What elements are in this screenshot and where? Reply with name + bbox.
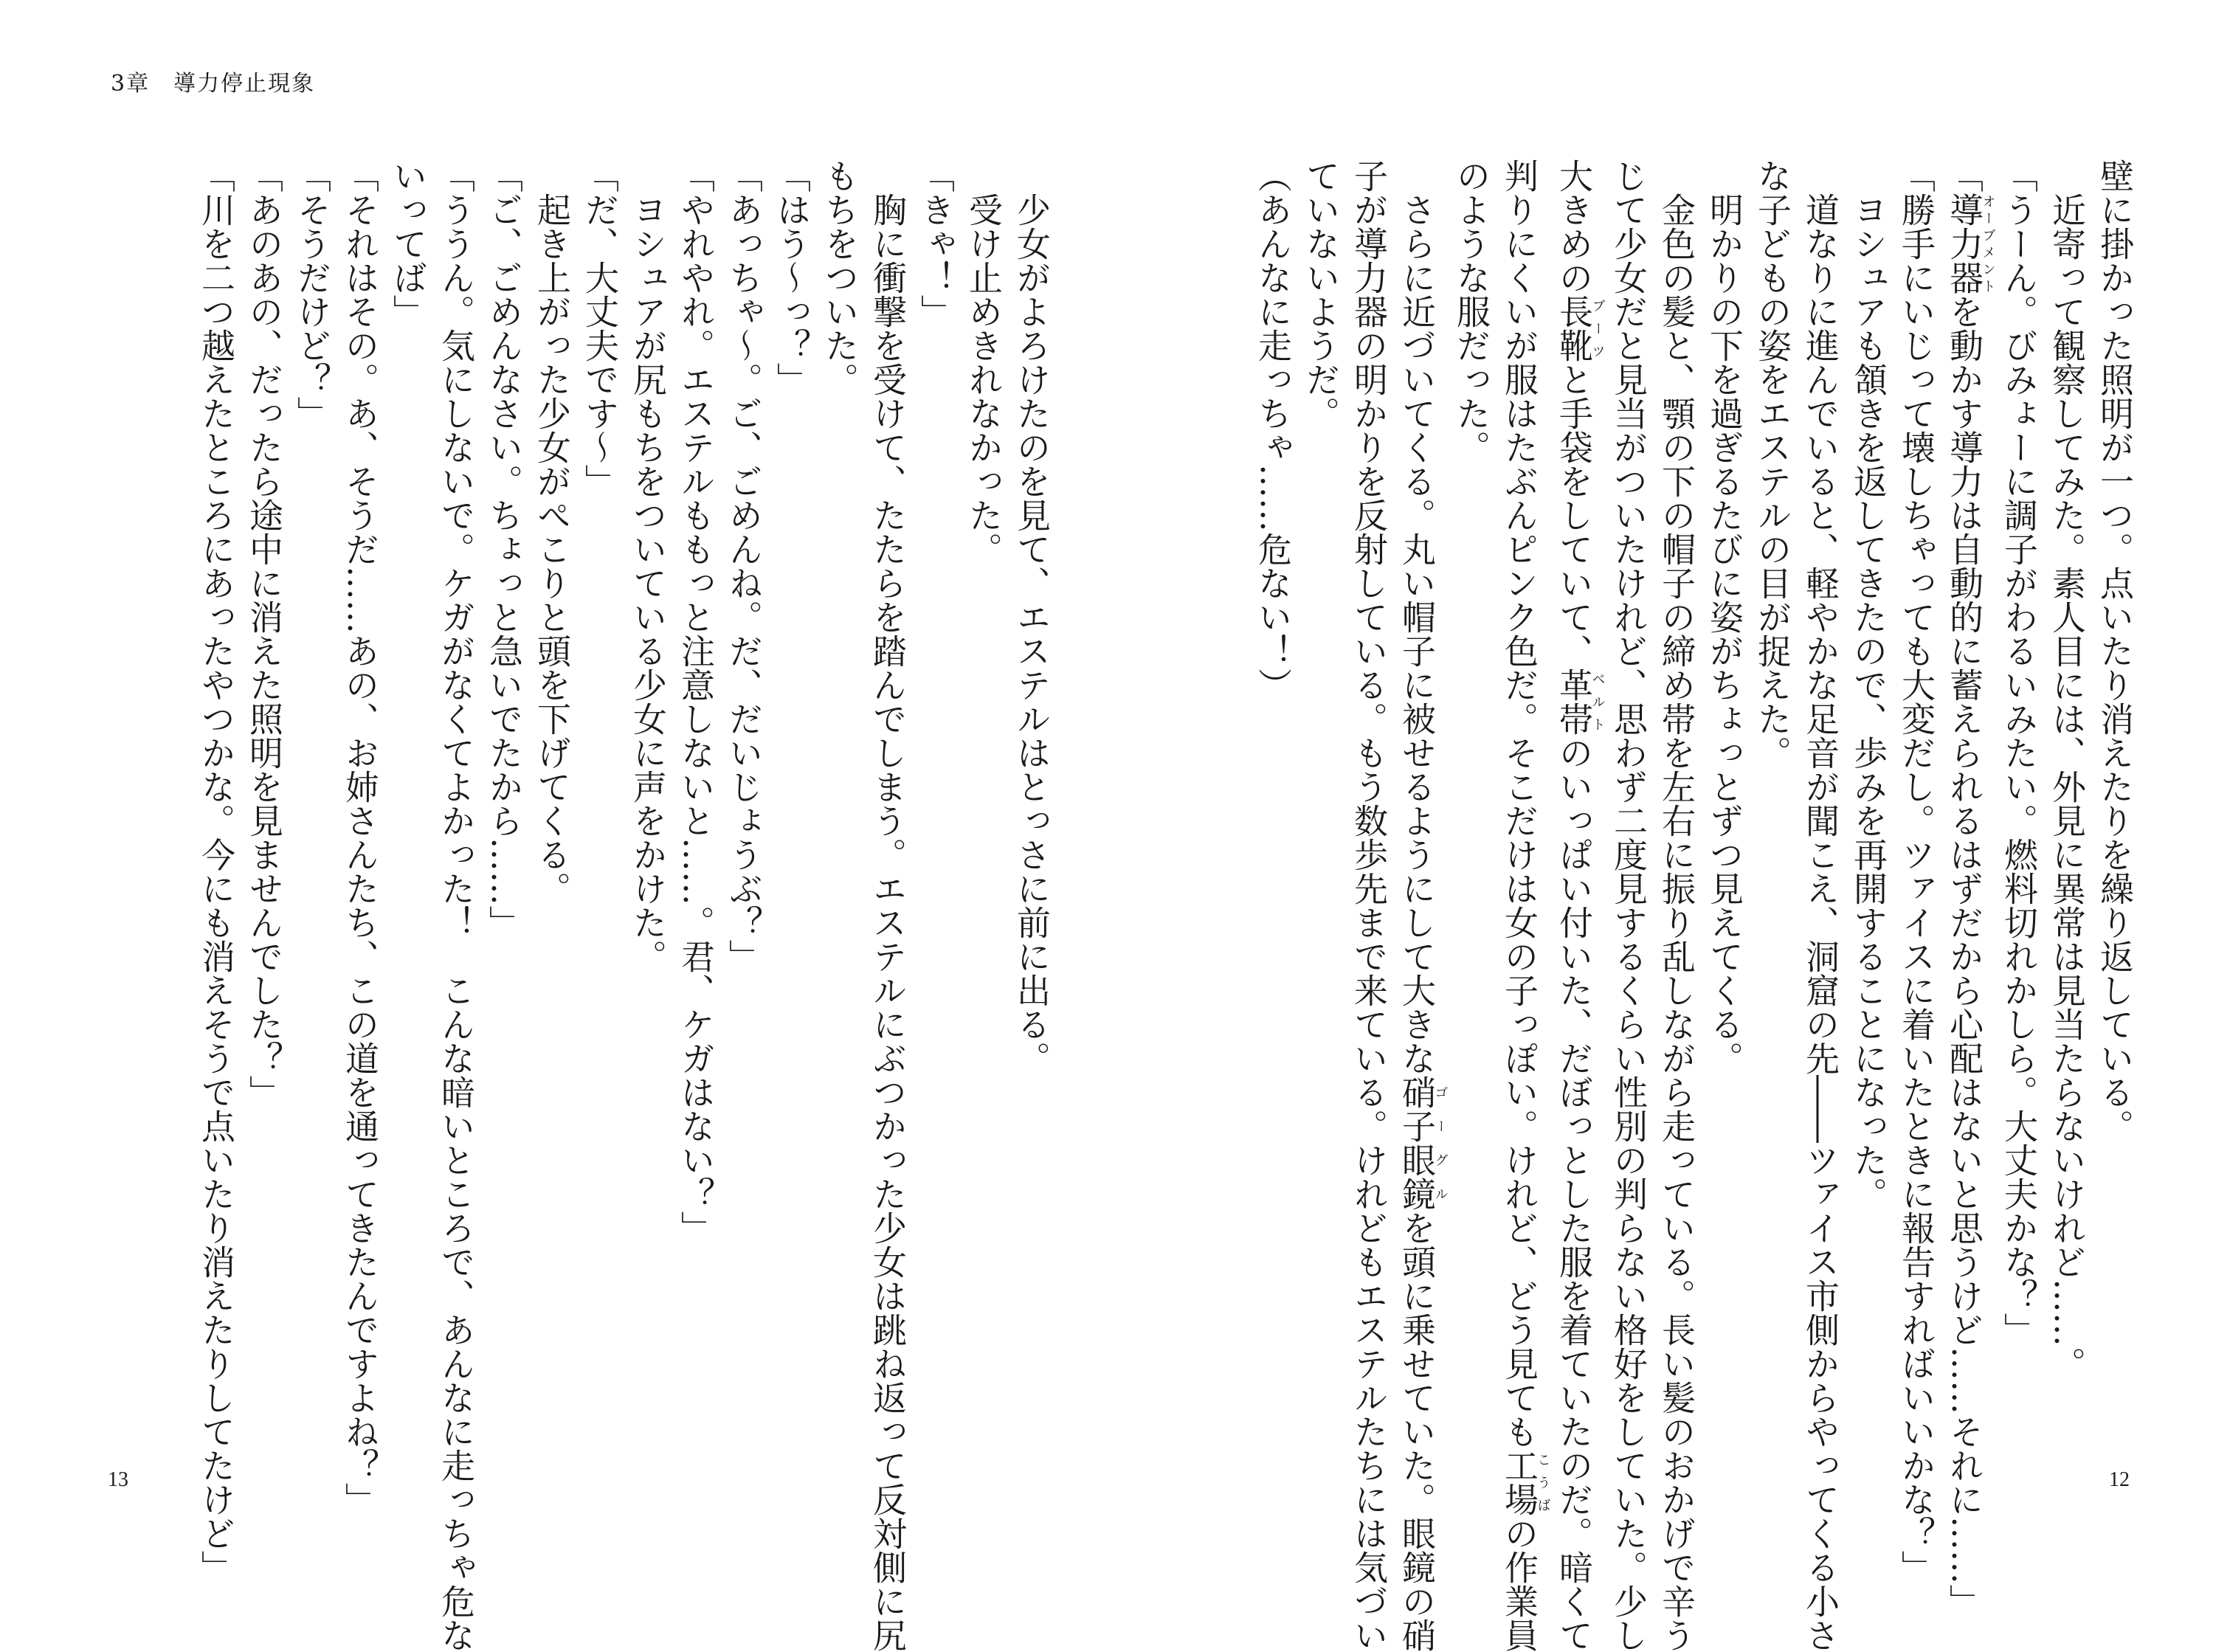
text-line: 「ううん。気にしないで。ケガがなくてよかった！ こんな暗いところで、あんなに走っちゃ危な <box>436 159 476 1652</box>
text-line: な子どもの姿をエステルの目が捉えた。 <box>1753 159 1792 770</box>
text-line-with-ruby: 「導力器オーブメントを動かす導力は自動的に蓄えられるはずだから心配はないと思うけど……それに……」 <box>1944 159 1996 1618</box>
running-head: 3章 導力停止現象 <box>111 71 316 97</box>
text-line: 「勝手にいじって壊しちゃっても大変だし。ツァイスに着いたときに報告すればいいかな？」 <box>1896 159 1936 1584</box>
text-line: のような服だった。 <box>1451 159 1491 464</box>
text-line: 「うーん。びみょーに調子がわるいみたい。燃料切れかしら。大丈夫かな？」 <box>1999 159 2039 1347</box>
ruby-goggles: 硝子眼鏡ゴーグル <box>1397 1075 1449 1211</box>
text-line: じて少女だと見当がついたけれど、思わず二度見するくらい性別の判らない格好をしていた。少し <box>1609 159 1649 1652</box>
text-line: 「はう～っ？」 <box>772 159 812 396</box>
text-line: 少女がよろけたのを見て、エステルはとっさに前に出る。 <box>1012 159 1052 1075</box>
text-line: 「それはその。あ、そうだ……あの、お姉さんたち、この道を通ってきたんですよね？」 <box>340 159 380 1516</box>
text-line: 壁に掛かった照明が一つ。点いたり消えたりを繰り返している。 <box>2095 159 2135 1143</box>
text-line: 子が導力器の明かりを反射している。もう数歩先まで来ている。けれどもエステルたちには気づい <box>1349 159 1389 1652</box>
text-line: 「あのあの、だったら途中に消えた照明を見ませんでした？」 <box>244 159 284 1109</box>
text-line: 「だ、大丈夫です～」 <box>580 159 620 498</box>
ruby-orbment: 導力器オーブメント <box>1944 193 1996 294</box>
text-line: 「あっちゃ～。ご、ごめんね。だ、だいじょうぶ？」 <box>724 159 764 973</box>
page-number-left: 13 <box>108 1468 128 1491</box>
ruby-belt: 革帯ベルト <box>1554 668 1606 736</box>
text-line-with-ruby: 判りにくいが服はたぶんピンク色だ。そこだけは女の子っぽい。けれど、どう見ても工場こうばの作業員 <box>1499 159 1551 1652</box>
text-line: 「川を二つ越えたところにあったやつかな。今にも消えそうで点いたり消えたりしてたけど」 <box>196 159 236 1584</box>
text-line: 「ご、ごめんなさい。ちょっと急いでたから……」 <box>484 159 524 939</box>
text-line: いってば」 <box>388 159 428 328</box>
text-line: 明かりの下を過ぎるたびに姿がちょっとずつ見えてくる。 <box>1705 159 1744 1075</box>
text-line: 「やれやれ。エステルももっと注意しないと……。君、ケガはない？」 <box>676 159 716 1245</box>
text-line: 「きゃ！」 <box>916 159 956 328</box>
text-line: ていないようだ。 <box>1301 159 1341 430</box>
text-line: 起き上がった少女がぺこりと頭を下げてくる。 <box>532 159 572 905</box>
text-line: 近寄って観察してみた。素人目には、外見に異常は見当たらないけれど……。 <box>2047 159 2087 1380</box>
text-line: 受け止めきれなかった。 <box>964 159 1004 566</box>
text-line: もちをついた。 <box>820 159 860 396</box>
text-line: 胸に衝撃を受けて、たたらを踏んでしまう。エステルにぶつかった少女は跳ね返って反対側に尻 <box>868 159 908 1652</box>
page-number-right: 12 <box>2109 1468 2130 1491</box>
text-line: （あんなに走っちゃ……危ない！） <box>1253 159 1293 702</box>
ruby-factory: 工場こうば <box>1499 1448 1551 1516</box>
text-line: 道なりに進んでいると、軽やかな足音が聞こえ、洞窟の先――ツァイス市側からやってくる小さ <box>1801 159 1840 1652</box>
text-line-with-ruby: さらに近づいてくる。丸い帽子に被せるようにして大きな硝子眼鏡ゴーグルを頭に乗せていた。眼鏡の硝 <box>1397 159 1449 1652</box>
text-line-with-ruby: 大きめの長靴ブーツと手袋をしていて、革帯ベルトのいっぱい付いた、だぼっとした服を着ていたのだ。暗くて <box>1554 159 1606 1652</box>
ruby-boots: 長靴ブーツ <box>1554 294 1606 362</box>
text-line: 「そうだけど？」 <box>292 159 332 430</box>
text-line: ヨシュアが尻もちをついている少女に声をかけた。 <box>628 159 668 973</box>
text-line: 金色の髪と、顎の下の帽子の締め帯を左右に振り乱しながら走っている。長い髪のおかげで辛う <box>1657 159 1696 1652</box>
text-line: ヨシュアも頷きを返してきたので、歩みを再開することになった。 <box>1848 159 1888 1211</box>
